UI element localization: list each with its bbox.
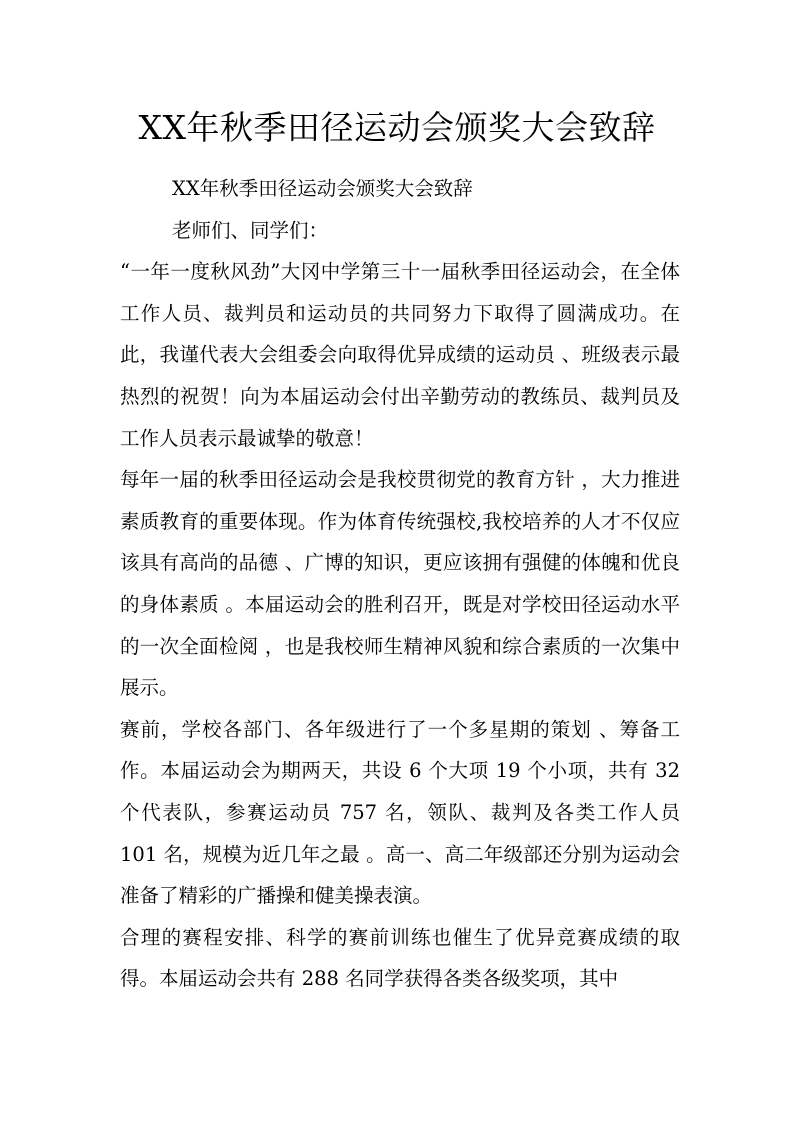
paragraph-2: 每年一届的秋季田径运动会是我校贯彻党的教育方针 ，大力推进素质教育的重要体现。作为体育传统强校,我校培养的人才不仅应该具有高尚的品德 、广博的知识，更应该拥有强健的体魄和优良的身体素质 。本届运动会的胜利召开，既是对学校田径运动水平的一次全面检阅 ，也是我校师生精神风貌和综合素质的一次集中展示。 — [120, 468, 680, 700]
paragraph-4: 合理的赛程安排、科学的赛前训练也催生了优异竞赛成绩的取得。本届运动会共有 288 名同学获得各类各级奖项，其中 — [120, 925, 680, 991]
paragraph-3: 赛前，学校各部门、各年级进行了一个多星期的策划 、筹备工作。本届运动会为期两天，共设 6 个大项 19 个小项，共有 32 个代表队，参赛运动员 757 名，领队、裁判及各类工作人员 101 名，规模为近几年之最 。高一、高二年级部还分别为运动会准备了精彩的广播操和健美操表演。 — [120, 717, 680, 908]
salutation: 老师们、同学们： — [172, 218, 329, 242]
document-body — [120, 168, 680, 1000]
document-title: XX年秋季田径运动会颁奖大会致辞 — [138, 108, 656, 147]
document-subtitle: XX年秋季田径运动会颁奖大会致辞 — [172, 177, 473, 200]
paragraph-1: “一年一度秋风劲”大冈中学第三十一届秋季田径运动会，在全体工作人员、裁判员和运动员的共同努力下取得了圆满成功。在此，我谨代表大会组委会向取得优异成绩的运动员 、班级表示最热烈的祝贺！向为本届运动会付出辛勤劳动的教练员、裁判员及工作人员表示最诚挚的敬意！ — [120, 260, 680, 450]
